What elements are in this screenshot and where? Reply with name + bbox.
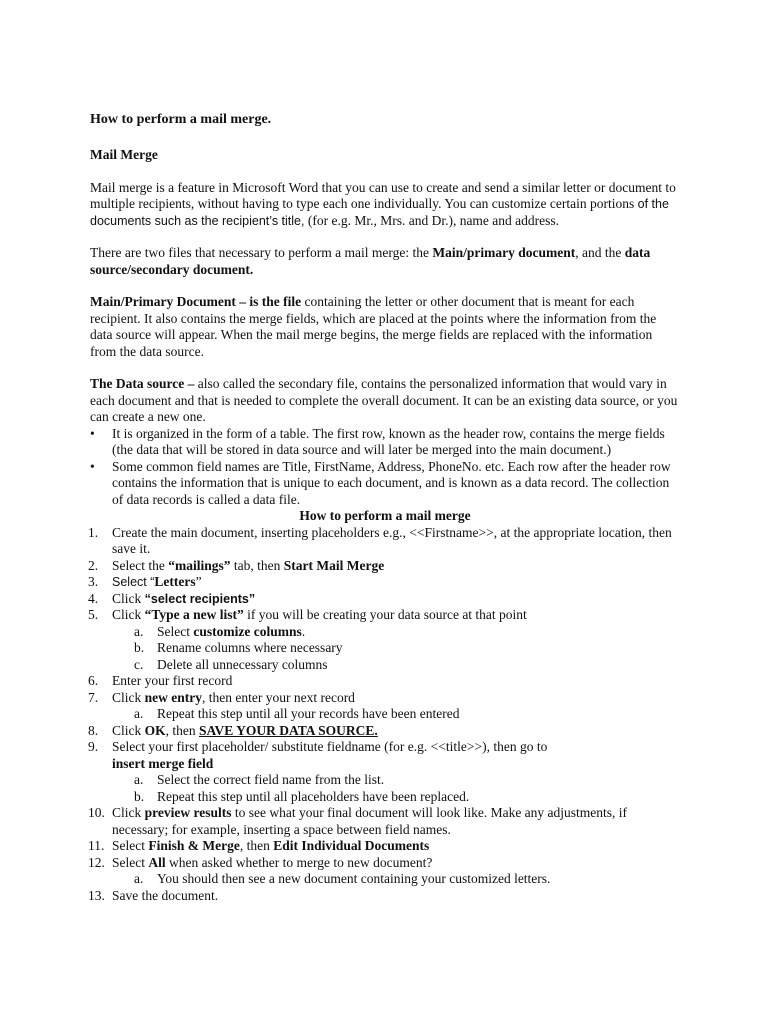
step-13: 13. Save the document. bbox=[88, 887, 219, 903]
step-5-substeps bbox=[112, 624, 680, 674]
intro-paragraph: Mail merge is a feature in Microsoft Word that you can use to create and send a similar letter or document to multiple recipients, without having to type each one individually. You can customize certain portions of the documents such as the recipient’s title, (for e.g. Mr., Mrs. and Dr.), name and address. bbox=[90, 179, 676, 228]
step-10: 10. Click preview results to see what your final document will look like. Make any adjustments, if necessary; for example, inserting a space between field names. bbox=[88, 805, 628, 837]
data-source-bullets bbox=[90, 426, 680, 509]
step-12: 12. Select All when asked whether to merge to new document? a. You should then see a new document containing your customized letters. bbox=[90, 855, 680, 888]
step-6: 6. Enter your first record bbox=[88, 673, 233, 688]
list-item: a. Select customize columns. bbox=[134, 623, 306, 639]
step-4: 4. Click “select recipients” bbox=[88, 590, 256, 606]
step-8: 8. Click OK, then SAVE YOUR DATA SOURCE. bbox=[88, 722, 378, 738]
step-9-substeps bbox=[112, 772, 680, 805]
step-3: 3. Select “Letters” bbox=[88, 574, 202, 589]
step-11: 11. Select Finish & Merge, then Edit Individual Documents bbox=[88, 838, 430, 853]
main-document-paragraph: Main/Primary Document – is the file containing the letter or other document that is meant for each recipient. It also contains the merge fields, which are placed at the points where the information from the data source will appear. When the mail merge begins, the merge fields are replaced with the information from the data source. bbox=[90, 294, 657, 359]
list-item: a. Select the correct field name from the list. bbox=[134, 772, 385, 787]
steps-title: How to perform a mail merge bbox=[299, 508, 471, 523]
document-body bbox=[90, 111, 680, 904]
step-12-substeps bbox=[112, 871, 680, 888]
bullet-icon: • bbox=[90, 458, 95, 474]
bullet-icon: • bbox=[90, 425, 95, 441]
step-2: 2. Select the “mailings” tab, then Start Mail Merge bbox=[88, 557, 385, 573]
list-item: • Some common field names are Title, FirstName, Address, PhoneNo. etc. Each row after the header row contains the information that is unique to each document, and is known as a data record. The collection of data records is called a data file. bbox=[90, 458, 671, 507]
step-7: 7. Click new entry, then enter your next record a. Repeat this step until all your records have been entered bbox=[90, 690, 680, 723]
steps-list bbox=[90, 525, 680, 905]
step-1: 1. Create the main document, inserting placeholders e.g., <<Firstname>>, at the appropriate location, then save it. bbox=[88, 524, 672, 556]
list-item: b. Rename columns where necessary bbox=[134, 640, 343, 655]
page-title: How to perform a mail merge. bbox=[90, 112, 272, 127]
step-7-substeps bbox=[112, 706, 680, 723]
list-item: c. Delete all unnecessary columns bbox=[134, 656, 328, 672]
section-title: Mail Merge bbox=[90, 147, 158, 162]
list-item: b. Repeat this step until all placeholders have been replaced. bbox=[134, 788, 470, 804]
list-item: • It is organized in the form of a table. The first row, known as the header row, contains the merge fields (the data that will be stored in data source and will later be merged into the main document.) bbox=[90, 425, 665, 457]
data-source-paragraph: The Data source – also called the secondary file, contains the personalized information that would vary in each document and that is needed to complete the overall document. It can be an existing data source, or you can create a new one. bbox=[90, 376, 678, 424]
list-item: a. Repeat this step until all your records have been entered bbox=[134, 706, 460, 721]
list-item: a. You should then see a new document containing your customized letters. bbox=[134, 871, 551, 886]
step-5: 5. Click “Type a new list” if you will be creating your data source at that point a. Select customize columns. b. Rename columns where necessary c. Delete all unnecessary columns bbox=[90, 607, 680, 673]
step-9: 9. Select your first placeholder/ substitute fieldname (for e.g. <<title>>), then go to insert merge field a. Select the correct field name from the list. b. Repeat this step until all placeholders have been replaced. bbox=[90, 739, 680, 805]
two-files-paragraph: There are two files that necessary to perform a mail merge: the Main/primary document, and the data source/secondary document. bbox=[90, 245, 651, 277]
